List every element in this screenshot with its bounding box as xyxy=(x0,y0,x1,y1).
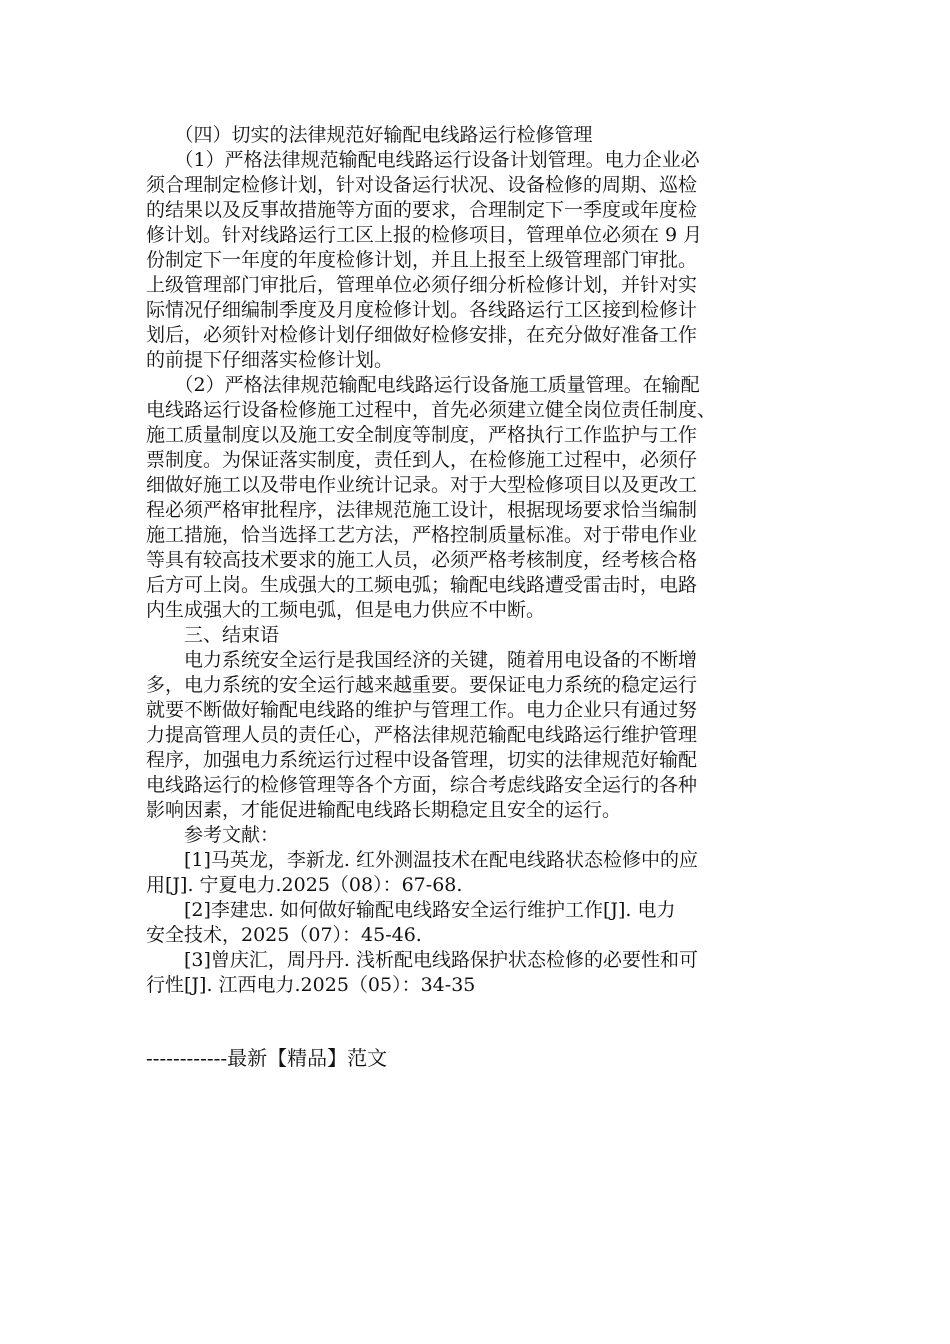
text-line: 的前提下仔细落实检修计划。 xyxy=(146,349,394,371)
references-heading: 参考文献： xyxy=(146,824,280,846)
text-line: 内生成强大的工频电弧，但是电力供应不中断。 xyxy=(146,599,546,621)
section-heading: （四）切实的法律规范好输配电线路运行检修管理 xyxy=(146,124,593,146)
reference-line: [2]李建忠. 如何做好输配电线路安全运行维护工作[J]. 电力 xyxy=(146,899,676,921)
document-body xyxy=(146,123,806,998)
text-line: 修计划。针对线路运行工区上报的检修项目，管理单位必须在 9 月 xyxy=(146,224,703,246)
text-line: 力提高管理人员的责任心，严格法律规范输配电线路运行维护管理 xyxy=(146,724,698,746)
text-line: 等具有较高技术要求的施工人员，必须严格考核制度，经考核合格 xyxy=(146,549,698,571)
section-heading: 三、结束语 xyxy=(146,624,280,646)
reference-line: [3]曾庆汇，周丹丹. 浅析配电线路保护状态检修的必要性和可 xyxy=(146,949,698,971)
text-line: 施工质量制度以及施工安全制度等制度，严格执行工作监护与工作 xyxy=(146,424,698,446)
reference-line: 安全技术，2025（07）：45-46. xyxy=(146,924,422,946)
text-line: 细做好施工以及带电作业统计记录。对于大型检修项目以及更改工 xyxy=(146,474,698,496)
text-line: 程必须严格审批程序，法律规范施工设计，根据现场要求恰当编制 xyxy=(146,499,698,521)
text-line: （1）严格法律规范输配电线路运行设备计划管理。电力企业必 xyxy=(146,149,700,171)
text-line: 须合理制定检修计划，针对设备运行状况、设备检修的周期、巡检 xyxy=(146,174,698,196)
text-line: 际情况仔细编制季度及月度检修计划。各线路运行工区接到检修计 xyxy=(146,299,698,321)
reference-line: [1]马英龙，李新龙. 红外测温技术在配电线路状态检修中的应 xyxy=(146,849,698,871)
text-line: 影响因素，才能促进输配电线路长期稳定且安全的运行。 xyxy=(146,799,622,821)
text-line: 票制度。为保证落实制度，责任到人，在检修施工过程中，必须仔 xyxy=(146,449,698,471)
text-line: 多，电力系统的安全运行越来越重要。要保证电力系统的稳定运行 xyxy=(146,674,698,696)
reference-line: 行性[J]. 江西电力.2025（05）：34-35 xyxy=(146,974,476,996)
text-line: 划后，必须针对检修计划仔细做好检修安排，在充分做好准备工作 xyxy=(146,324,698,346)
text-line: 电线路运行的检修管理等各个方面，综合考虑线路安全运行的各种 xyxy=(146,774,698,796)
text-line: 份制定下一年度的年度检修计划，并且上报至上级管理部门审批。 xyxy=(146,249,698,271)
text-line: 电力系统安全运行是我国经济的关键，随着用电设备的不断增 xyxy=(146,649,698,671)
text-line: 后方可上岗。生成强大的工频电弧；输配电线路遭受雷击时，电路 xyxy=(146,574,698,596)
text-line: 上级管理部门审批后，管理单位必须仔细分析检修计划，并针对实 xyxy=(146,274,698,296)
reference-line: 用[J]. 宁夏电力.2025（08）：67-68. xyxy=(146,874,463,896)
text-line: 施工措施，恰当选择工艺方法，严格控制质量标准。对于带电作业 xyxy=(146,524,698,546)
text-line: 就要不断做好输配电线路的维护与管理工作。电力企业只有通过努 xyxy=(146,699,698,721)
footer-text: ------------最新【精品】范文 xyxy=(146,1046,388,1070)
text-line: 程序，加强电力系统运行过程中设备管理，切实的法律规范好输配 xyxy=(146,749,698,771)
text-line: （2）严格法律规范输配电线路运行设备施工质量管理。在输配 xyxy=(146,374,700,396)
text-line: 电线路运行设备检修施工过程中，首先必须建立健全岗位责任制度、 xyxy=(146,399,717,421)
text-line: 的结果以及反事故措施等方面的要求，合理制定下一季度或年度检 xyxy=(146,199,698,221)
